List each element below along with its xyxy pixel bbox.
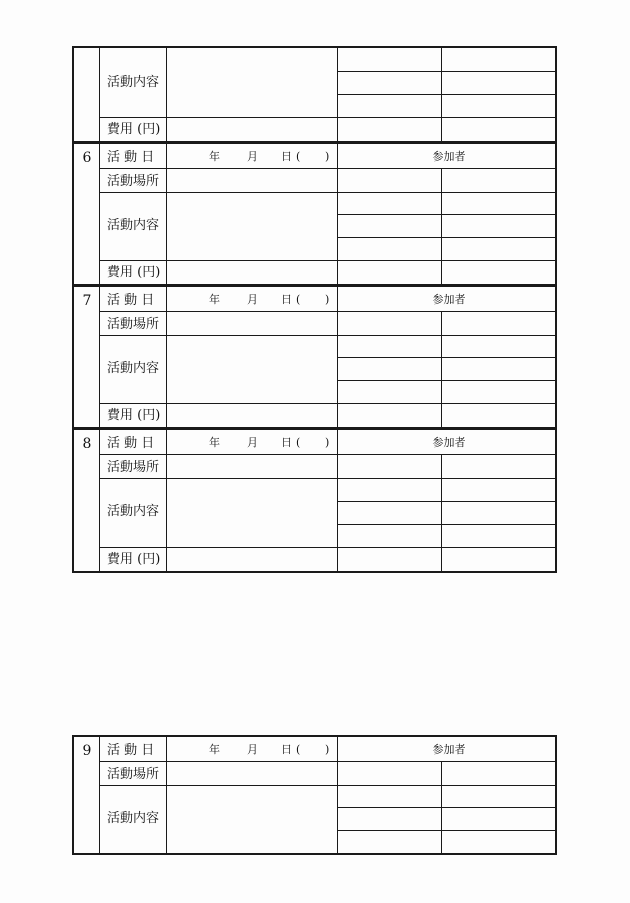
number-column-divider — [99, 737, 100, 853]
place-row-bottom — [99, 785, 557, 786]
number-column-divider — [99, 144, 100, 284]
activity-content-label: 活動内容 — [107, 74, 160, 90]
year-label: 年 — [209, 743, 220, 756]
record-block-6 — [72, 142, 557, 286]
participants-header: 参加者 — [432, 436, 466, 449]
activity-place-label: 活動場所 — [107, 173, 160, 189]
participants-header: 参加者 — [432, 150, 466, 163]
cost-label: 費用 (円) — [107, 122, 161, 138]
label-column-divider — [166, 737, 167, 853]
activity-place-label: 活動場所 — [107, 766, 160, 782]
cost-label: 費用 (円) — [107, 408, 161, 424]
cost-label: 費用 (円) — [107, 265, 161, 281]
year-label: 年 — [209, 293, 220, 306]
participants-header: 参加者 — [432, 743, 466, 756]
month-label: 月 — [247, 436, 258, 449]
record-number: 9 — [82, 743, 92, 759]
participant-row-divider — [337, 71, 557, 72]
participant-row-divider — [337, 380, 557, 381]
paren-open: ( — [296, 436, 301, 449]
activity-content-label: 活動内容 — [107, 504, 160, 520]
activity-date-label: 活 動 日 — [107, 743, 155, 758]
activity-content-label: 活動内容 — [107, 810, 160, 826]
activity-place-label: 活動場所 — [107, 459, 160, 475]
day-label: 日 — [281, 436, 292, 449]
record-number: 6 — [82, 150, 92, 166]
cost-row-top — [99, 547, 557, 548]
paren-open: ( — [296, 743, 301, 756]
record-number: 8 — [82, 436, 92, 452]
record-number: 7 — [82, 293, 92, 309]
participants-inner-divider — [441, 311, 442, 427]
date-row-bottom — [99, 168, 557, 169]
activity-date-label: 活 動 日 — [107, 436, 155, 451]
label-column-divider — [166, 48, 167, 141]
activity-date-label: 活 動 日 — [107, 150, 155, 165]
participants-inner-divider — [441, 168, 442, 284]
place-row-bottom — [99, 478, 557, 479]
cost-row-top — [99, 403, 557, 404]
participant-row-divider — [337, 807, 557, 808]
participants-divider — [337, 737, 338, 853]
label-column-divider — [166, 430, 167, 571]
activity-place-label: 活動場所 — [107, 316, 160, 332]
day-label: 日 — [281, 743, 292, 756]
cost-label: 費用 (円) — [107, 552, 161, 568]
participants-header: 参加者 — [432, 293, 466, 306]
cost-row-top — [99, 117, 557, 118]
paren-open: ( — [296, 150, 301, 163]
month-label: 月 — [247, 293, 258, 306]
participant-row-divider — [337, 524, 557, 525]
paren-close: ) — [325, 150, 330, 163]
date-row-bottom — [99, 311, 557, 312]
activity-content-label: 活動内容 — [107, 360, 160, 376]
number-column-divider — [99, 48, 100, 141]
participant-row-divider — [337, 237, 557, 238]
place-row-bottom — [99, 335, 557, 336]
participants-inner-divider — [441, 454, 442, 571]
date-row-bottom — [99, 454, 557, 455]
participant-row-divider — [337, 357, 557, 358]
day-label: 日 — [281, 150, 292, 163]
date-row-bottom — [99, 761, 557, 762]
number-column-divider — [99, 430, 100, 571]
record-block-7 — [72, 285, 557, 429]
participant-row-divider — [337, 94, 557, 95]
paren-open: ( — [296, 293, 301, 306]
activity-content-label: 活動内容 — [107, 217, 160, 233]
record-block-continued — [72, 46, 557, 143]
participant-row-divider — [337, 501, 557, 502]
activity-date-label: 活 動 日 — [107, 293, 155, 308]
label-column-divider — [166, 287, 167, 427]
day-label: 日 — [281, 293, 292, 306]
year-label: 年 — [209, 436, 220, 449]
place-row-bottom — [99, 192, 557, 193]
cost-row-top — [99, 260, 557, 261]
month-label: 月 — [247, 150, 258, 163]
participant-row-divider — [337, 830, 557, 831]
label-column-divider — [166, 144, 167, 284]
record-block-9 — [72, 735, 557, 855]
year-label: 年 — [209, 150, 220, 163]
paren-close: ) — [325, 436, 330, 449]
paren-close: ) — [325, 293, 330, 306]
paren-close: ) — [325, 743, 330, 756]
record-block-8 — [72, 428, 557, 573]
month-label: 月 — [247, 743, 258, 756]
participant-row-divider — [337, 214, 557, 215]
number-column-divider — [99, 287, 100, 427]
